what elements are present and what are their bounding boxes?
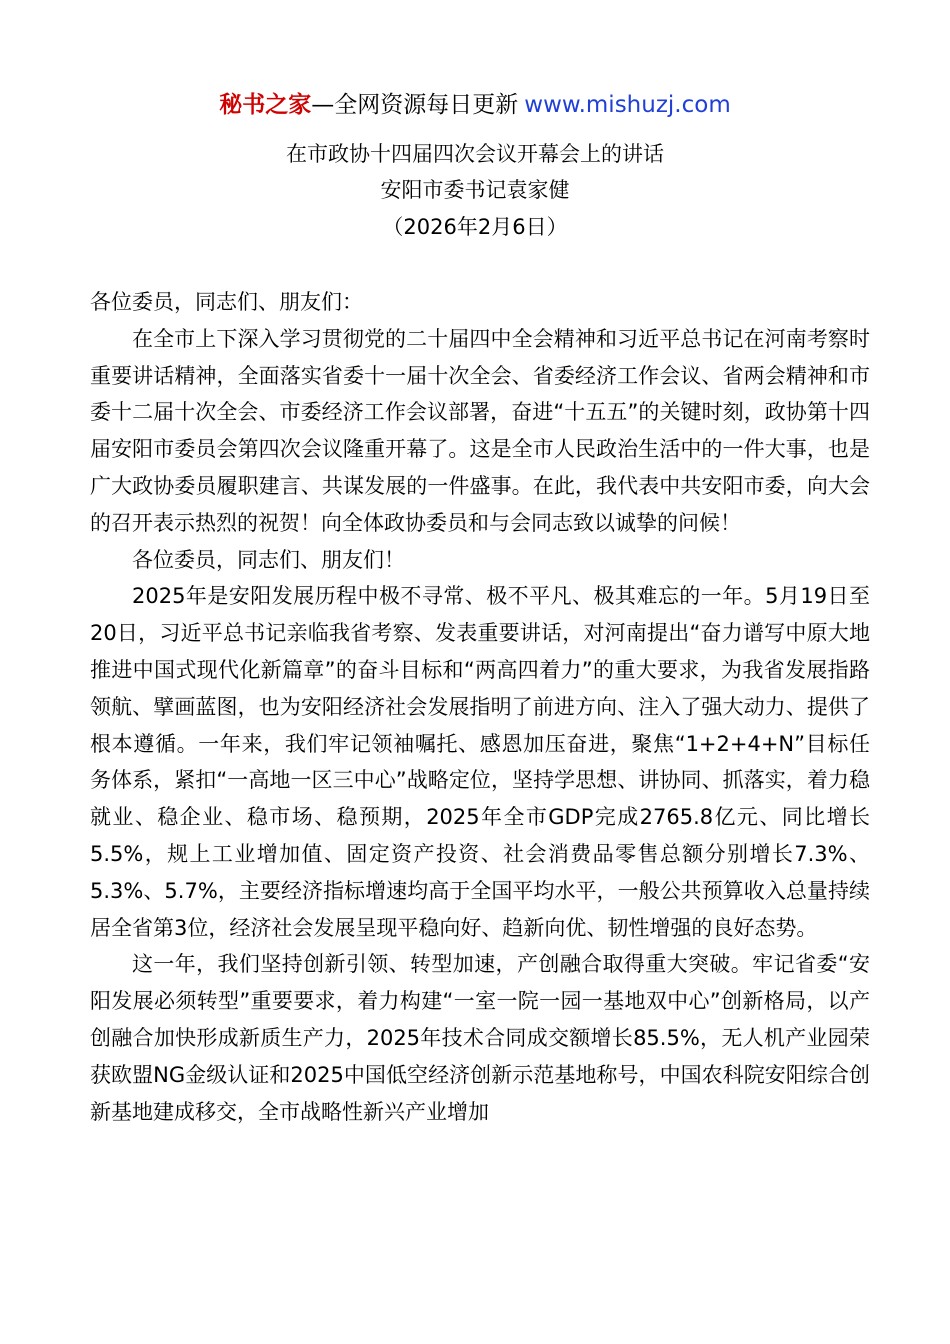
speech-body bbox=[90, 284, 870, 1130]
paragraph-4: 这一年，我们坚持创新引领、转型加速，产创融合取得重大突破。牢记省委“安阳发展必须转型”重要要求，着力构建“一室一院一园一基地双中心”创新格局，以产创融合加快形成新质生产力，2025年技术合同成交额增长85.5%，无人机产业园荣获欧盟NG金级认证和2025中国低空经济创新示范基地称号，中国农科院安阳综合创新基地建成移交，全市战略性新兴产业增加 bbox=[90, 952, 870, 1124]
speech-date: （2026年2月6日） bbox=[382, 215, 568, 239]
speaker-line: 安阳市委书记袁家健 bbox=[380, 178, 570, 202]
paragraph-3: 2025年是安阳发展历程中极不寻常、极不平凡、极其难忘的一年。5月19日至20日，习近平总书记亲临我省考察、发表重要讲话，对河南提出“奋力谱写中原大地推进中国式现代化新篇章”的奋斗目标和“两高四着力”的重大要求，为我省发展指路领航、擘画蓝图，也为安阳经济社会发展指明了前进方向、注入了强大动力、提供了根本遵循。一年来，我们牢记领袖嘱托、感恩加压奋进，聚焦“1+2+4+N”目标任务体系，紧扣“一高地一区三中心”战略定位，坚持学思想、讲协同、抓落实，着力稳就业、稳企业、稳市场、稳预期，2025年全市GDP完成2765.8亿元、同比增长5.5%，规上工业增加值、固定资产投资、社会消费品零售总额分别增长7.3%、5.3%、5.7%，主要经济指标增速均高于全国平均水平，一般公共预算收入总量持续居全省第3位，经济社会发展呈现平稳向好、趋新向优、韧性增强的良好态势。 bbox=[90, 584, 870, 940]
banner-tagline: —全网资源每日更新 bbox=[311, 92, 519, 118]
speech-title: 在市政协十四届四次会议开幕会上的讲话 bbox=[286, 142, 664, 166]
banner-brand: 秘书之家 bbox=[219, 92, 312, 118]
site-banner bbox=[0, 88, 950, 122]
salutation: 各位委员，同志们、朋友们： bbox=[90, 290, 363, 314]
paragraph-2: 各位委员，同志们、朋友们！ bbox=[132, 547, 405, 572]
paragraph-1: 在全市上下深入学习贯彻党的二十届四中全会精神和习近平总书记在河南考察时重要讲话精神，全面落实省委十一届十次全会、省委经济工作会议、省两会精神和市委十二届十次全会、市委经济工作会议部署，奋进“十五五”的关键时刻，政协第十四届安阳市委员会第四次会议隆重开幕了。这是全市人民政治生活中的一件大事，也是广大政协委员履职建言、共谋发展的一件盛事。在此，我代表中共安阳市委，向大会的召开表示热烈的祝贺！向全体政协委员和与会同志致以诚挚的问候！ bbox=[90, 326, 870, 535]
banner-url-link[interactable]: www.mishuzj.com bbox=[524, 92, 731, 118]
